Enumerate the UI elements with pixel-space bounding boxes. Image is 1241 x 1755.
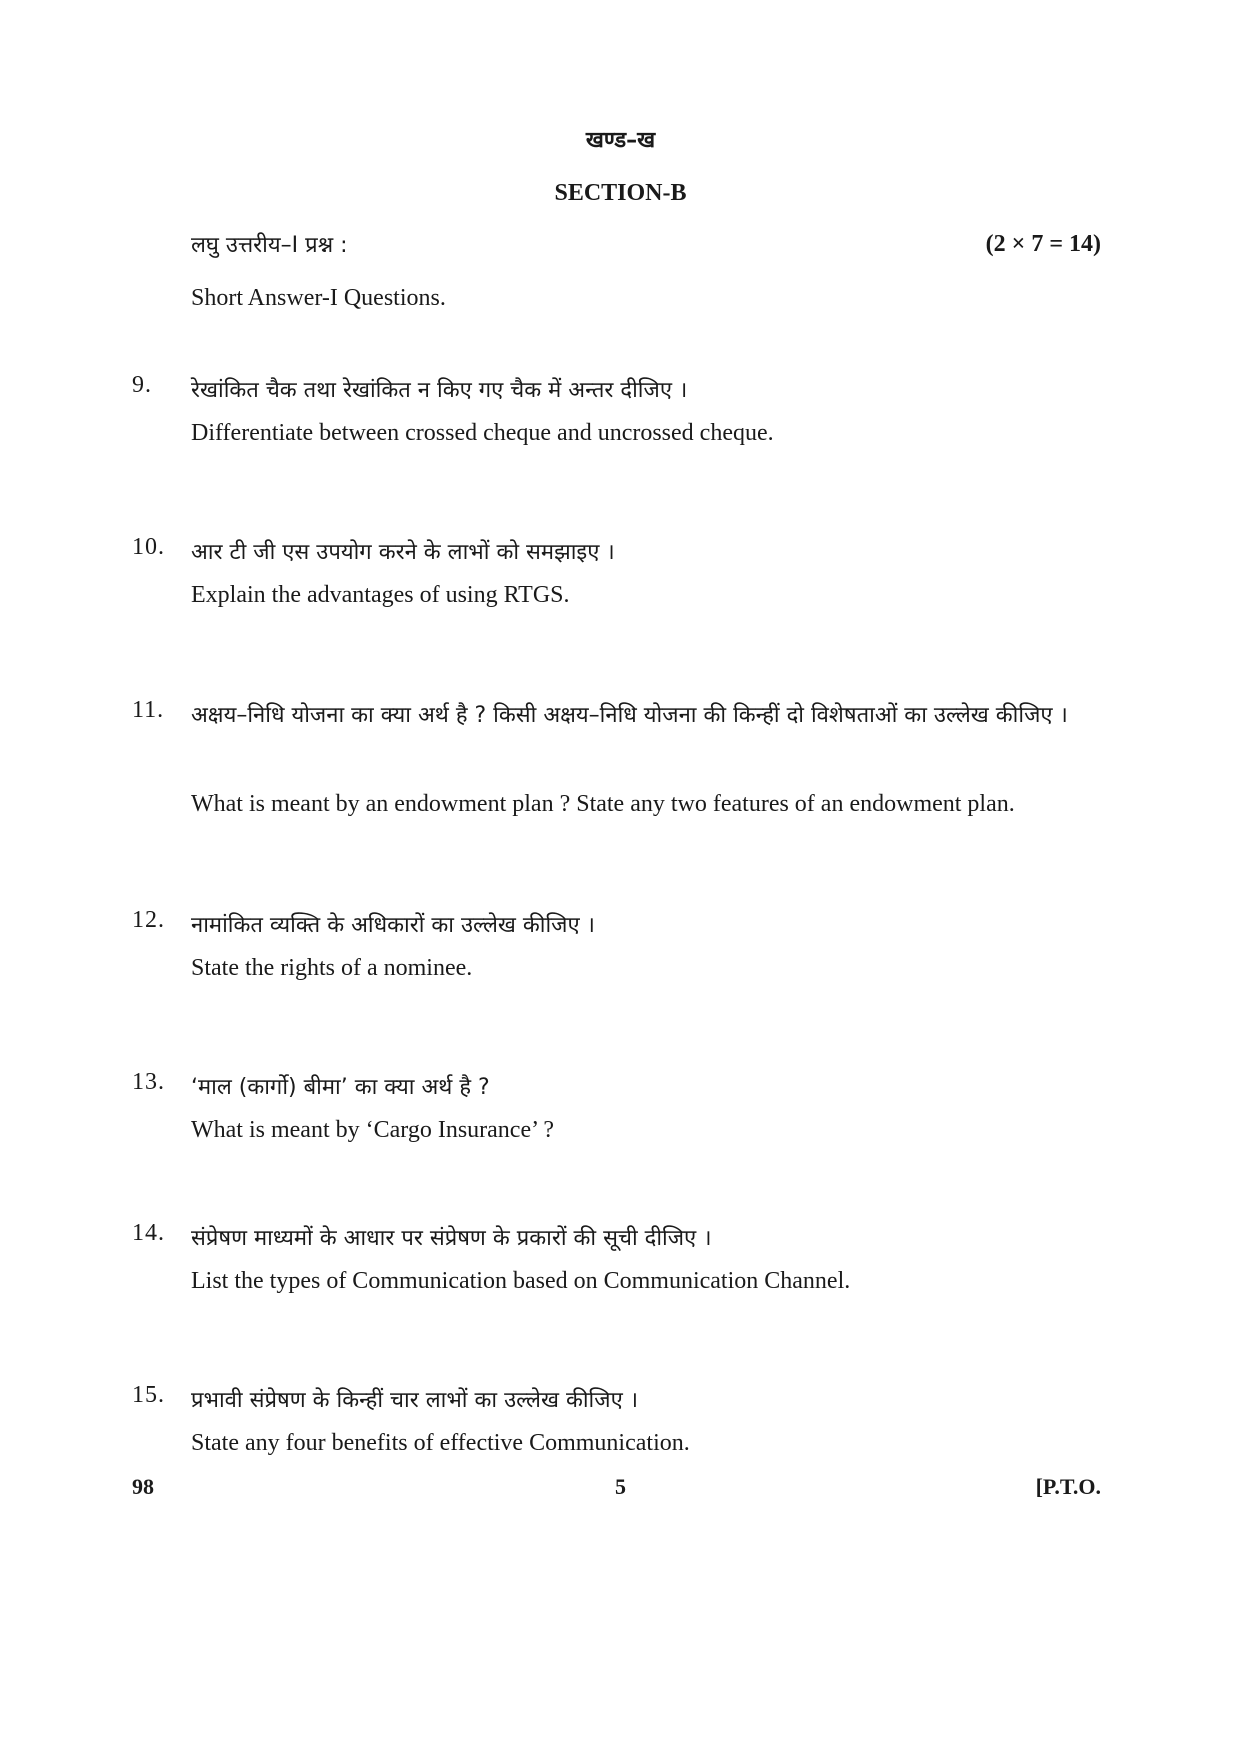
question-text-hindi: ‘माल (कार्गो) बीमा’ का क्या अर्थ है ? [191, 1075, 490, 1100]
section-title: SECTION-B [554, 180, 687, 206]
question-number: 15. [132, 1382, 165, 1408]
marks-allocation: (2 × 7 = 14) [985, 231, 1101, 257]
question-text-english: Explain the advantages of using RTGS. [191, 582, 570, 608]
please-turn-over: [P.T.O. [1035, 1474, 1101, 1499]
question-text-english: What is meant by an endowment plan ? State any two features of an endowment plan. [191, 791, 1015, 817]
paper-code: 98 [132, 1474, 154, 1499]
question-number: 13. [132, 1069, 165, 1095]
question-text-hindi: रेखांकित चैक तथा रेखांकित न किए गए चैक में अन्तर दीजिए । [191, 378, 688, 403]
question-number: 9. [132, 372, 152, 398]
question-number: 14. [132, 1220, 165, 1246]
question-text-hindi: प्रभावी संप्रेषण के किन्हीं चार लाभों का उल्लेख कीजिए । [191, 1388, 639, 1413]
instruction-hindi: लघु उत्तरीय–I प्रश्न : [191, 233, 348, 258]
question-text-hindi: संप्रेषण माध्यमों के आधार पर संप्रेषण के प्रकारों की सूची दीजिए । [191, 1226, 712, 1251]
question-text-hindi: नामांकित व्यक्ति के अधिकारों का उल्लेख कीजिए । [191, 913, 595, 938]
question-text-english: List the types of Communication based on Communication Channel. [191, 1268, 851, 1294]
question-number: 10. [132, 534, 165, 560]
instruction-english: Short Answer-I Questions. [191, 285, 446, 311]
question-text-english: State the rights of a nominee. [191, 955, 473, 981]
question-text-english: What is meant by ‘Cargo Insurance’ ? [191, 1117, 554, 1143]
question-text-english: State any four benefits of effective Communication. [191, 1430, 690, 1456]
question-number: 12. [132, 907, 165, 933]
question-text-english: Differentiate between crossed cheque and uncrossed cheque. [191, 420, 774, 446]
section-title-hindi: खण्ड–ख [585, 128, 656, 153]
question-number: 11. [132, 697, 165, 723]
question-text-hindi: आर टी जी एस उपयोग करने के लाभों को समझाइए । [191, 540, 615, 565]
question-text-hindi: अक्षय–निधि योजना का क्या अर्थ है ? किसी अक्षय–निधि योजना की किन्हीं दो विशेषताओं का उल्लेख कीजिए । [191, 703, 1068, 728]
page-number: 5 [615, 1474, 626, 1499]
